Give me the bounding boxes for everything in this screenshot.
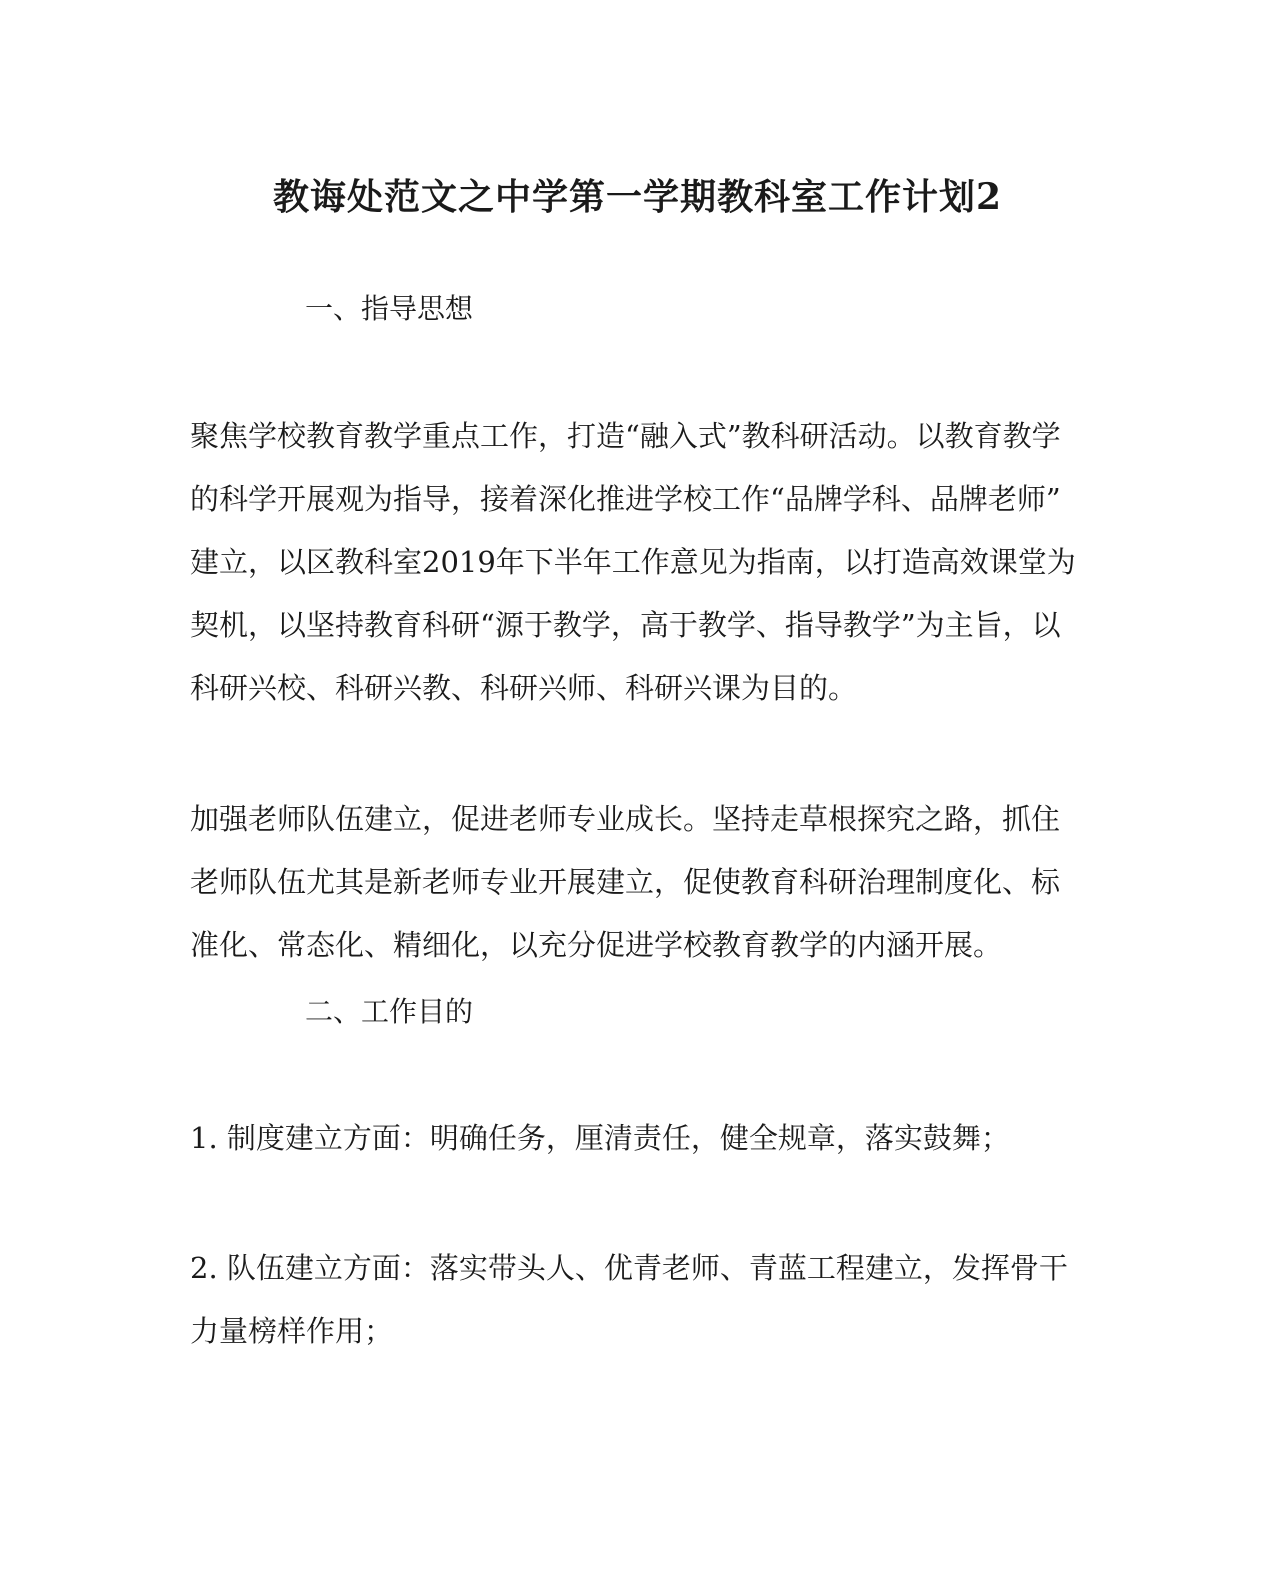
paragraph-line: 加强老师队伍建立，促进老师专业成长。坚持走草根探究之路，抓住	[190, 802, 1061, 836]
list-item-team-building	[190, 1237, 1068, 1363]
paragraph-teacher-team	[190, 788, 1060, 977]
list-item-system-building	[190, 1107, 1060, 1170]
paragraph-line: 力量榜样作用；	[190, 1314, 394, 1348]
paragraph-guiding-thought	[190, 405, 1076, 720]
paragraph-line: 老师队伍尤其是新老师专业开展建立，促使教育科研治理制度化、标	[190, 865, 1061, 899]
paragraph-line: 准化、常态化、精细化，以充分促进学校教育教学的内涵开展。	[190, 928, 1003, 962]
section-heading-work-goals: 二、工作目的	[305, 995, 474, 1028]
paragraph-line: 聚焦学校教育教学重点工作，打造“融入式”教科研活动。以教育教学	[190, 419, 1061, 453]
paragraph-line: 建立，以区教科室2019年下半年工作意见为指南，以打造高效课堂为	[190, 545, 1076, 579]
paragraph-line: 2. 队伍建立方面：落实带头人、优青老师、青蓝工程建立，发挥骨干	[190, 1251, 1068, 1285]
section-heading-guiding-thought: 一、指导思想	[305, 292, 474, 325]
paragraph-line: 1. 制度建立方面：明确任务，厘清责任，健全规章，落实鼓舞；	[190, 1121, 1010, 1155]
paragraph-line: 的科学开展观为指导，接着深化推进学校工作“品牌学科、品牌老师”	[190, 482, 1061, 516]
paragraph-line: 契机，以坚持教育科研“源于教学，高于教学、指导教学”为主旨，以	[190, 608, 1061, 642]
paragraph-line: 科研兴校、科研兴教、科研兴师、科研兴课为目的。	[190, 671, 858, 705]
document-title: 教诲处范文之中学第一学期教科室工作计划2	[272, 176, 1003, 218]
